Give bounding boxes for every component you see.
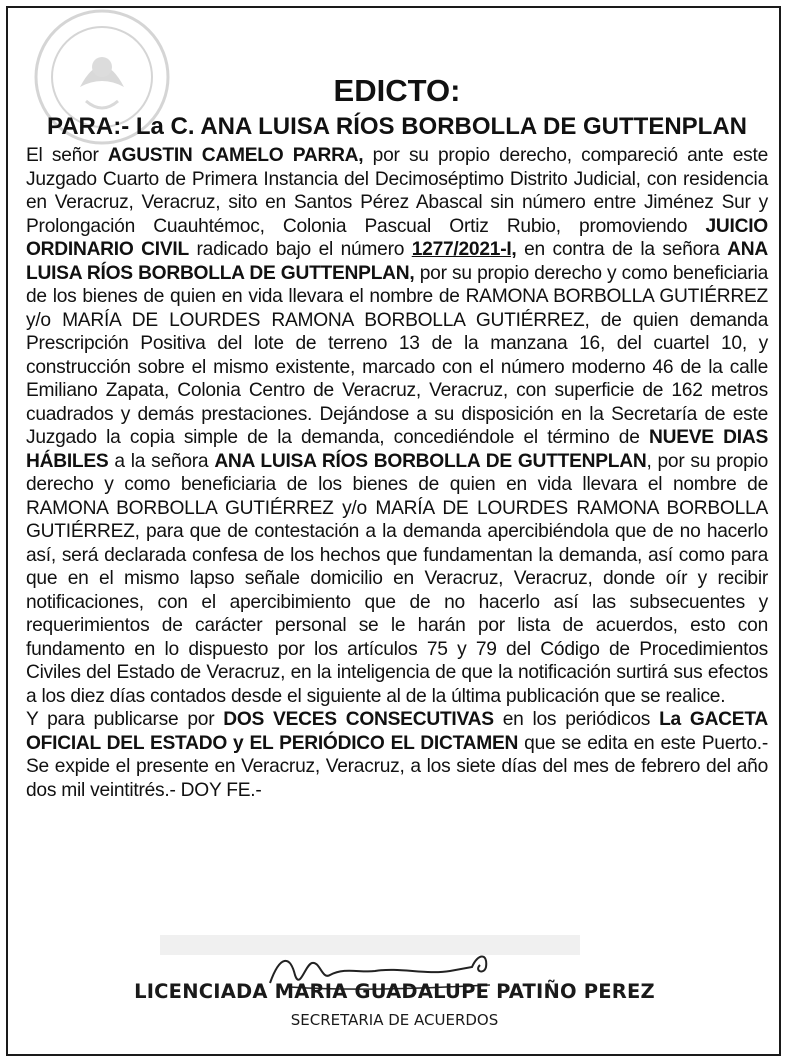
publication-frequency: DOS VECES CONSECUTIVAS: [223, 709, 494, 730]
term-days: NUEVE DIAS HÁBILES: [26, 427, 769, 472]
publication-paragraph: Y para publicarse por DOS VECES CONSECUTIVAS en los periódicos La GACETA OFICIAL DEL ESTADO y EL PERIÓDICO EL DICTAMEN que se edita en este Puerto.- Se expide el presente en Veracruz, Veracruz, a los siete días del mes de febrero del año dos mil veintitrés.- DOY FE.-: [26, 709, 768, 801]
plaintiff-name: AGUSTIN CAMELO PARRA,: [107, 145, 364, 166]
case-number: 1277/2021-I,: [411, 239, 517, 260]
signature-block: [0, 925, 789, 1035]
signer-name: LICENCIADA MARIA GUADALUPE PATIÑO PEREZ: [134, 980, 655, 1003]
publication-newspapers: La GACETA OFICIAL DEL ESTADO y EL PERIÓDICO EL DICTAMEN: [26, 709, 768, 754]
defendant-name: ANA LUISA RÍOS BORBOLLA DE GUTTENPLAN,: [26, 239, 768, 284]
edict-content: [26, 72, 768, 802]
edict-body-paragraph: El señor AGUSTIN CAMELO PARRA, por su propio derecho, compareció ante este Juzgado Cuarto de Primera Instancia del Decimoséptimo Distrito Judicial, con residencia en Veracruz, Veracruz, sito en Santos Pérez Abascal sin número entre Jiménez Sur y Prolongación Cuauhtémoc, Colonia Pascual Ortiz Rubio, promoviendo JUICIO ORDINARIO CIVIL radicado bajo el número 1277/2021-I, en contra de la señora ANA LUISA RÍOS BORBOLLA DE GUTTENPLAN, por su propio derecho y como beneficiaria de los bienes de quien en vida llevara el nombre de RAMONA BORBOLLA GUTIÉRREZ y/o MARÍA DE LOURDES RAMONA BORBOLLA GUTIÉRREZ, de quien demanda Prescripción Positiva del lote de terreno 13 de la manzana 16, del cuartel 10, y construcción sobre el mismo existente, marcado con el número moderno 46 de la calle Emiliano Zapata, Colonia Centro de Veracruz, Veracruz, con superficie de 162 metros cuadrados y demás prestaciones. Dejándose a su disposición en la Secretaría de este Juzgado la copia simple de la demanda, concediéndole el término de NUEVE DIAS HÁBILES a la señora ANA LUISA RÍOS BORBOLLA DE GUTTENPLAN, por su propio derecho y como beneficiaria de los bienes de quien en vida llevara el nombre de RAMONA BORBOLLA GUTIÉRREZ y/o MARÍA DE LOURDES RAMONA BORBOLLA GUTIÉRREZ, para que de contestación a la demanda apercibiéndola que de no hacerlo así, será declarada confesa de los hechos que fundamentan la demanda, así como para que en el mismo lapso señale domicilio en Veracruz, Veracruz, donde oír y recibir notificaciones, con el apercibimiento que de no hacerlo así las subsecuentes y requerimientos de carácter personal se le harán por lista de acuerdos, esto con fundamento en lo dispuesto por los artículos 75 y 79 del Código de Procedimientos Civiles del Estado de Veracruz, en la inteligencia de que la notificación surtirá sus efectos a los diez días contados desde el siguiente al de la última publicación que se realice.: [26, 145, 769, 707]
edict-recipient: PARA:- La C. ANA LUISA RÍOS BORBOLLA DE GUTTENPLAN: [47, 113, 747, 140]
case-type: JUICIO ORDINARIO CIVIL: [26, 215, 768, 260]
defendant-name-repeat: ANA LUISA RÍOS BORBOLLA DE GUTTENPLAN: [214, 450, 647, 472]
edict-title: EDICTO:: [333, 73, 461, 108]
signer-role: SECRETARIA DE ACUERDOS: [290, 1011, 499, 1029]
